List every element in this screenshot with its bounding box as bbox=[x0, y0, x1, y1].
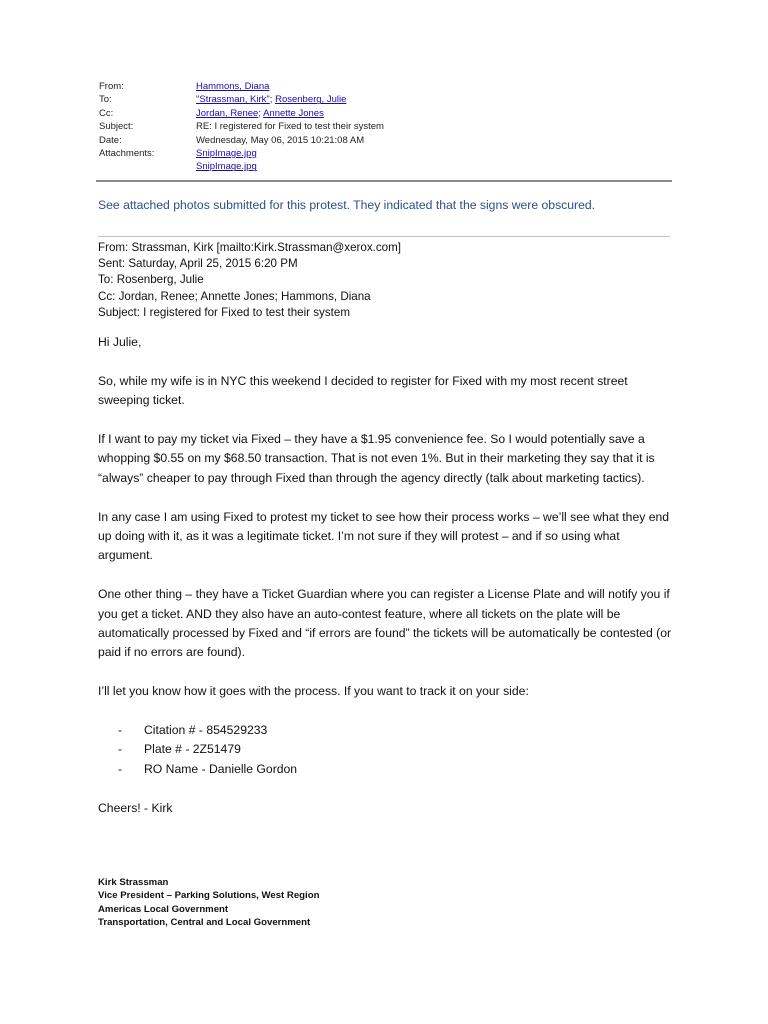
bullet-marker: - bbox=[118, 742, 123, 757]
bullet-marker: - bbox=[118, 723, 123, 738]
from-link[interactable]: Hammons, Diana bbox=[196, 81, 270, 92]
signature-title: Vice President – Parking Solutions, West Region bbox=[98, 890, 320, 902]
separator: ; bbox=[258, 107, 261, 119]
header-to-row bbox=[99, 93, 384, 106]
body-paragraph-1: So, while my wife is in NYC this weekend I decided to register for Fixed with my most recent street sweeping ticket. bbox=[98, 373, 628, 408]
header-cc-row bbox=[99, 107, 384, 120]
to-link-strassman[interactable]: "Strassman, Kirk" bbox=[196, 94, 270, 106]
list-item bbox=[98, 760, 676, 779]
forwarded-to-row bbox=[98, 272, 401, 288]
attachments-label: Attachments: bbox=[99, 148, 155, 160]
forwarded-sent-label: Sent: bbox=[98, 257, 126, 271]
signature-org-1: Americas Local Government bbox=[98, 903, 229, 915]
plate-item: Plate # - 2Z51479 bbox=[144, 742, 241, 757]
forwarded-header bbox=[98, 240, 401, 321]
reply-divider bbox=[98, 236, 670, 237]
header-subject-row bbox=[99, 120, 384, 133]
header-attachments-row bbox=[99, 147, 384, 174]
email-signature bbox=[98, 876, 319, 930]
forwarded-subject-row bbox=[98, 305, 401, 321]
forwarded-sent-value: Saturday, April 25, 2015 6:20 PM bbox=[128, 257, 298, 271]
date-value: Wednesday, May 06, 2015 10:21:08 AM bbox=[196, 134, 365, 146]
forwarded-sent-row bbox=[98, 256, 401, 272]
tracking-list bbox=[98, 721, 676, 779]
ro-name-item: RO Name - Danielle Gordon bbox=[144, 761, 298, 776]
list-item bbox=[98, 721, 676, 740]
attachment-link-2[interactable]: SnipImage.jpg bbox=[196, 161, 257, 173]
forwarded-from-label: From: bbox=[98, 241, 129, 254]
forwarded-to-value: Rosenberg, Julie bbox=[116, 273, 204, 287]
header-date-row bbox=[99, 134, 384, 147]
attachment-link-1[interactable]: SnipImage.jpg bbox=[196, 148, 257, 160]
forwarded-cc-label: Cc: bbox=[98, 289, 116, 303]
body-paragraph-5: I’ll let you know how it goes with the process. If you want to track it on your side: bbox=[98, 684, 529, 699]
forwarded-from-value: Strassman, Kirk [mailto:Kirk.Strassman@xerox.com] bbox=[131, 241, 401, 254]
header-from-row bbox=[99, 80, 384, 93]
citation-item: Citation # - 854529233 bbox=[144, 723, 268, 738]
cc-label: Cc: bbox=[99, 107, 114, 119]
forwarded-cc-value: Jordan, Renee; Annette Jones; Hammons, Diana bbox=[118, 289, 371, 303]
bullet-marker: - bbox=[118, 761, 123, 776]
to-label: To: bbox=[99, 94, 112, 106]
forwarded-subject-value: I registered for Fixed to test their system bbox=[143, 305, 350, 319]
from-label: From: bbox=[99, 81, 124, 92]
date-label: Date: bbox=[99, 134, 122, 146]
forwarded-cc-row bbox=[98, 289, 401, 305]
closing: Cheers! - Kirk bbox=[98, 800, 173, 815]
forwarded-to-label: To: bbox=[98, 273, 114, 287]
subject-value: RE: I registered for Fixed to test their system bbox=[196, 121, 384, 133]
email-header bbox=[99, 80, 384, 174]
forwarded-from-row bbox=[98, 240, 401, 256]
cc-link-jordan[interactable]: Jordan, Renee bbox=[196, 107, 259, 119]
signature-name: Kirk Strassman bbox=[98, 877, 169, 888]
header-divider bbox=[96, 180, 672, 182]
body-paragraph-4: One other thing – they have a Ticket Guardian where you can register a License Plate and will notify you if you get a ticket. AND they also have an auto-contest feature, where all tickets on the plate will be automatically processed by Fixed and “if errors are found” the tickets will be automatically be contested (or paid if no errors are found). bbox=[98, 587, 672, 660]
body-paragraph-2: If I want to pay my ticket via Fixed – they have a $1.95 convenience fee. So I would potentially save a whopping $0.55 on my $68.50 transaction. That is not even 1%. But in their marketing they say that it is “always” cheaper to pay through Fixed than through the agency directly (talk about marketing tactics). bbox=[98, 432, 655, 485]
subject-label: Subject: bbox=[99, 121, 134, 133]
body-paragraph-3: In any case I am using Fixed to protest my ticket to see how their process works – we’ll see what they end up doing with it, as it was a legitimate ticket. I’m not sure if they will protest – and if so using what argument. bbox=[98, 509, 670, 563]
reply-note: See attached photos submitted for this protest. They indicated that the signs were obscured. bbox=[98, 198, 596, 212]
to-link-rosenberg[interactable]: Rosenberg, Julie bbox=[275, 94, 347, 106]
list-item bbox=[98, 740, 676, 759]
separator: ; bbox=[269, 94, 273, 106]
cc-link-jones[interactable]: Annette Jones bbox=[263, 107, 324, 119]
greeting: Hi Julie, bbox=[98, 335, 142, 349]
email-body bbox=[98, 333, 676, 837]
signature-org-2: Transportation, Central and Local Government bbox=[98, 917, 311, 929]
forwarded-subject-label: Subject: bbox=[98, 305, 140, 319]
